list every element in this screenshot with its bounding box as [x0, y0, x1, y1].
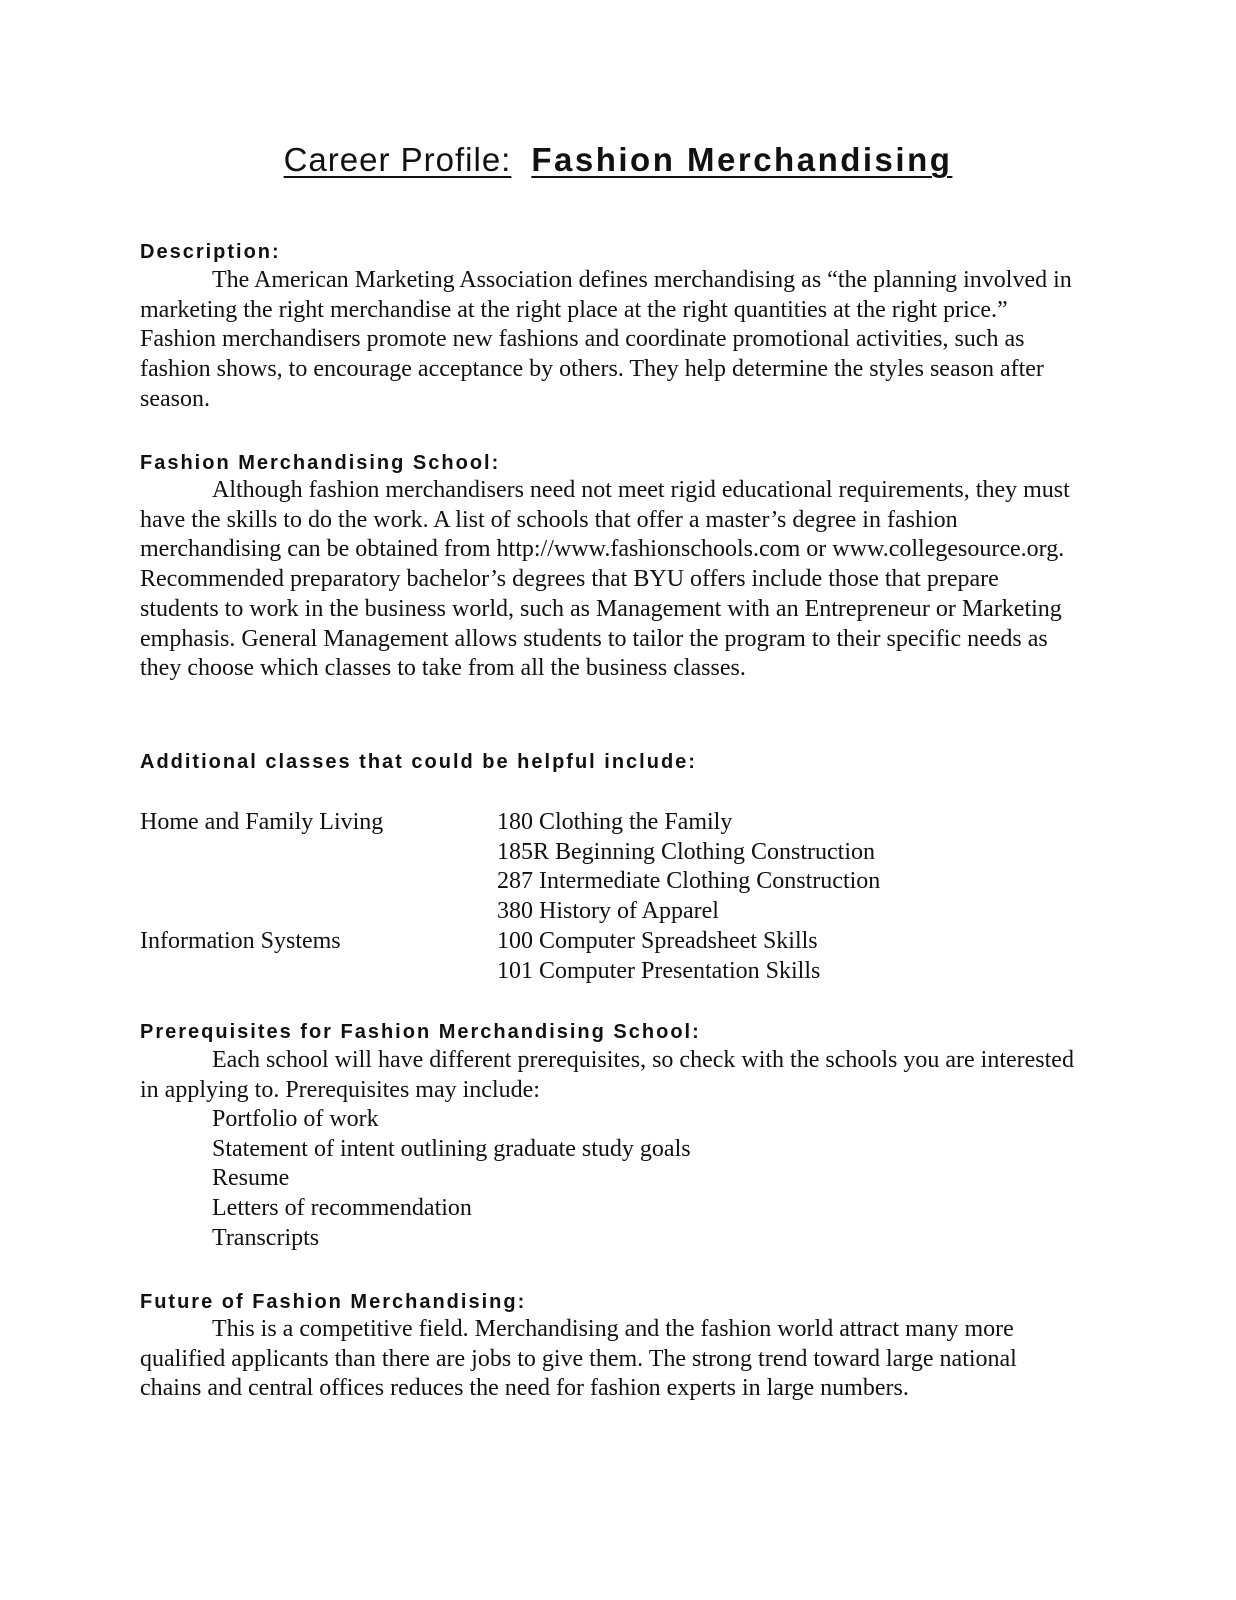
prerequisite-item: Resume: [212, 1165, 290, 1192]
school-body: Although fashion merchandisers need not meet rigid educational requirements, they must have the skills to do the work. A list of schools that offer a master’s degree in fashion merchandising can be obtained from http://www.fashionschools.com or www.collegesource.org. Recommended preparatory bachelor’s degrees that BYU offers include those that prepare students to work in the business world, such as Management with an Entrepreneur or Marketing emphasis. General Management allows students to tailor the program to their specific needs as they choose which classes to take from all the business classes.: [140, 477, 1070, 682]
course-list-home-family-living: [497, 808, 880, 927]
description-heading: Description:: [140, 241, 281, 263]
future-body: This is a competitive field. Merchandising and the fashion world attract many more qualified applicants than there are jobs to give them. The strong trend toward large national chains and central offices reduces the need for fashion experts in large numbers.: [140, 1316, 1017, 1402]
course-item: 100 Computer Spreadsheet Skills: [497, 928, 818, 954]
course-item: 380 History of Apparel: [497, 898, 719, 925]
prerequisite-item: Portfolio of work: [212, 1106, 379, 1132]
course-item: 101 Computer Presentation Skills: [497, 957, 821, 984]
prerequisite-item: Statement of intent outlining graduate study goals: [212, 1135, 691, 1162]
department-information-systems: Information Systems: [140, 928, 341, 954]
title-subject: Fashion Merchandising: [531, 141, 953, 178]
title-prefix: Career Profile:: [283, 141, 512, 178]
future-heading: Future of Fashion Merchandising:: [140, 1291, 527, 1313]
department-home-family-living: Home and Family Living: [140, 809, 384, 835]
prerequisite-item: Letters of recommendation: [212, 1195, 472, 1222]
course-item: 287 Intermediate Clothing Construction: [497, 868, 881, 895]
page-title: [0, 140, 1236, 180]
course-list-information-systems: [497, 927, 820, 986]
prerequisites-body: Each school will have different prerequisites, so check with the schools you are interested in applying to. Prerequisites may include:: [140, 1047, 1074, 1103]
description-body: The American Marketing Association defines merchandising as “the planning involved in marketing the right merchandise at the right place at the right quantities at the right price.” Fashion merchandisers promote new fashions and coordinate promotional activities, such as fashion shows, to encourage acceptance by others. They help determine the styles season after season.: [140, 267, 1072, 412]
school-heading: Fashion Merchandising School:: [140, 452, 501, 474]
course-item: 185R Beginning Clothing Construction: [497, 838, 876, 865]
prerequisites-heading: Prerequisites for Fashion Merchandising School:: [140, 1021, 701, 1043]
classes-heading: Additional classes that could be helpful include:: [140, 751, 697, 773]
prerequisites-list: [212, 1105, 691, 1254]
prerequisite-item: Transcripts: [212, 1224, 320, 1251]
course-item: 180 Clothing the Family: [497, 809, 733, 835]
